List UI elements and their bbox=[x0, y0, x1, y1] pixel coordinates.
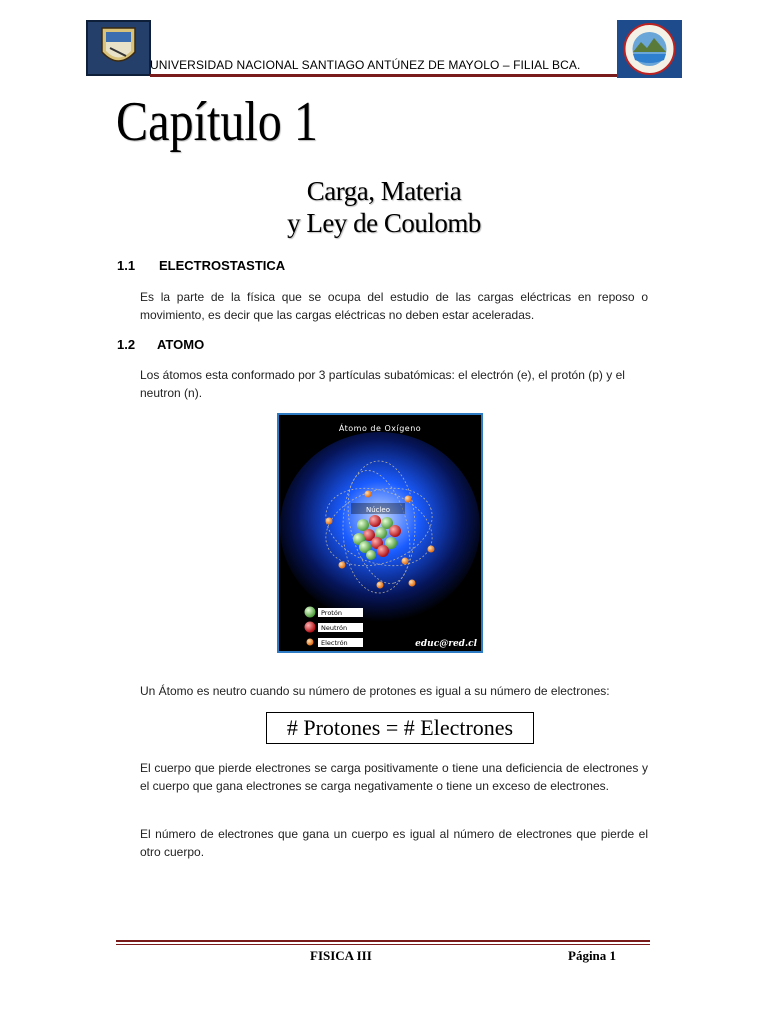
legend-proton: Protón bbox=[321, 609, 342, 617]
transfer-paragraph: El número de electrones que gana un cuerpo es igual al número de electrones que pierde el otro cuerpo. bbox=[140, 827, 648, 859]
charge-paragraph: El cuerpo que pierde electrones se carga positivamente o tiene una deficiencia de electrones y el cuerpo que gana electrones se carga negativamente o tiene un exceso de electrones. bbox=[140, 761, 648, 793]
university-header: UNIVERSIDAD NACIONAL SANTIAGO ANTÚNEZ DE MAYOLO – FILIAL BCA. bbox=[150, 58, 581, 72]
nucleus-label: Núcleo bbox=[365, 506, 391, 514]
figure-title: Átomo de Oxígeno bbox=[338, 424, 422, 433]
protons-electrons-formula: # Protones = # Electrones bbox=[266, 712, 534, 744]
section-title: ATOMO bbox=[157, 337, 205, 352]
footer-divider-thin bbox=[116, 944, 650, 945]
section-heading-atom bbox=[117, 337, 205, 352]
legend-neutron: Neutrón bbox=[321, 624, 348, 632]
section-number: 1.1 bbox=[117, 258, 136, 273]
neutral-atom-paragraph: Un Átomo es neutro cuando su número de protones es igual a su número de electrones: bbox=[140, 684, 610, 698]
footer-divider bbox=[116, 940, 650, 942]
chapter-title: Capítulo 1 bbox=[116, 91, 319, 153]
footer-page-number: Página 1 bbox=[568, 948, 617, 963]
figure-credit: educ@red.cl bbox=[415, 639, 477, 649]
chapter-subtitle-line2: y Ley de Coulomb bbox=[287, 208, 481, 238]
electrostatics-paragraph: Es la parte de la física que se ocupa del estudio de las cargas eléctricas en reposo o movimiento, es decir que las cargas eléctricas no deben estar aceleradas. bbox=[140, 290, 648, 322]
section-title: ELECTROSTASTICA bbox=[159, 258, 286, 273]
header-divider bbox=[150, 74, 620, 77]
section-heading-electrostatics bbox=[117, 258, 286, 273]
university-crest-logo bbox=[86, 20, 151, 76]
legend-electron: Electrón bbox=[321, 639, 348, 647]
atom-paragraph: Los átomos esta conformado por 3 partículas subatómicas: el electrón (e), el protón (p) y el neutron (n). bbox=[140, 368, 625, 400]
oxygen-atom-figure bbox=[277, 413, 483, 653]
filial-seal-logo bbox=[617, 20, 682, 78]
section-number: 1.2 bbox=[117, 337, 136, 352]
chapter-subtitle-line1: Carga, Materia bbox=[306, 176, 462, 206]
footer-course: FISICA III bbox=[310, 948, 372, 963]
